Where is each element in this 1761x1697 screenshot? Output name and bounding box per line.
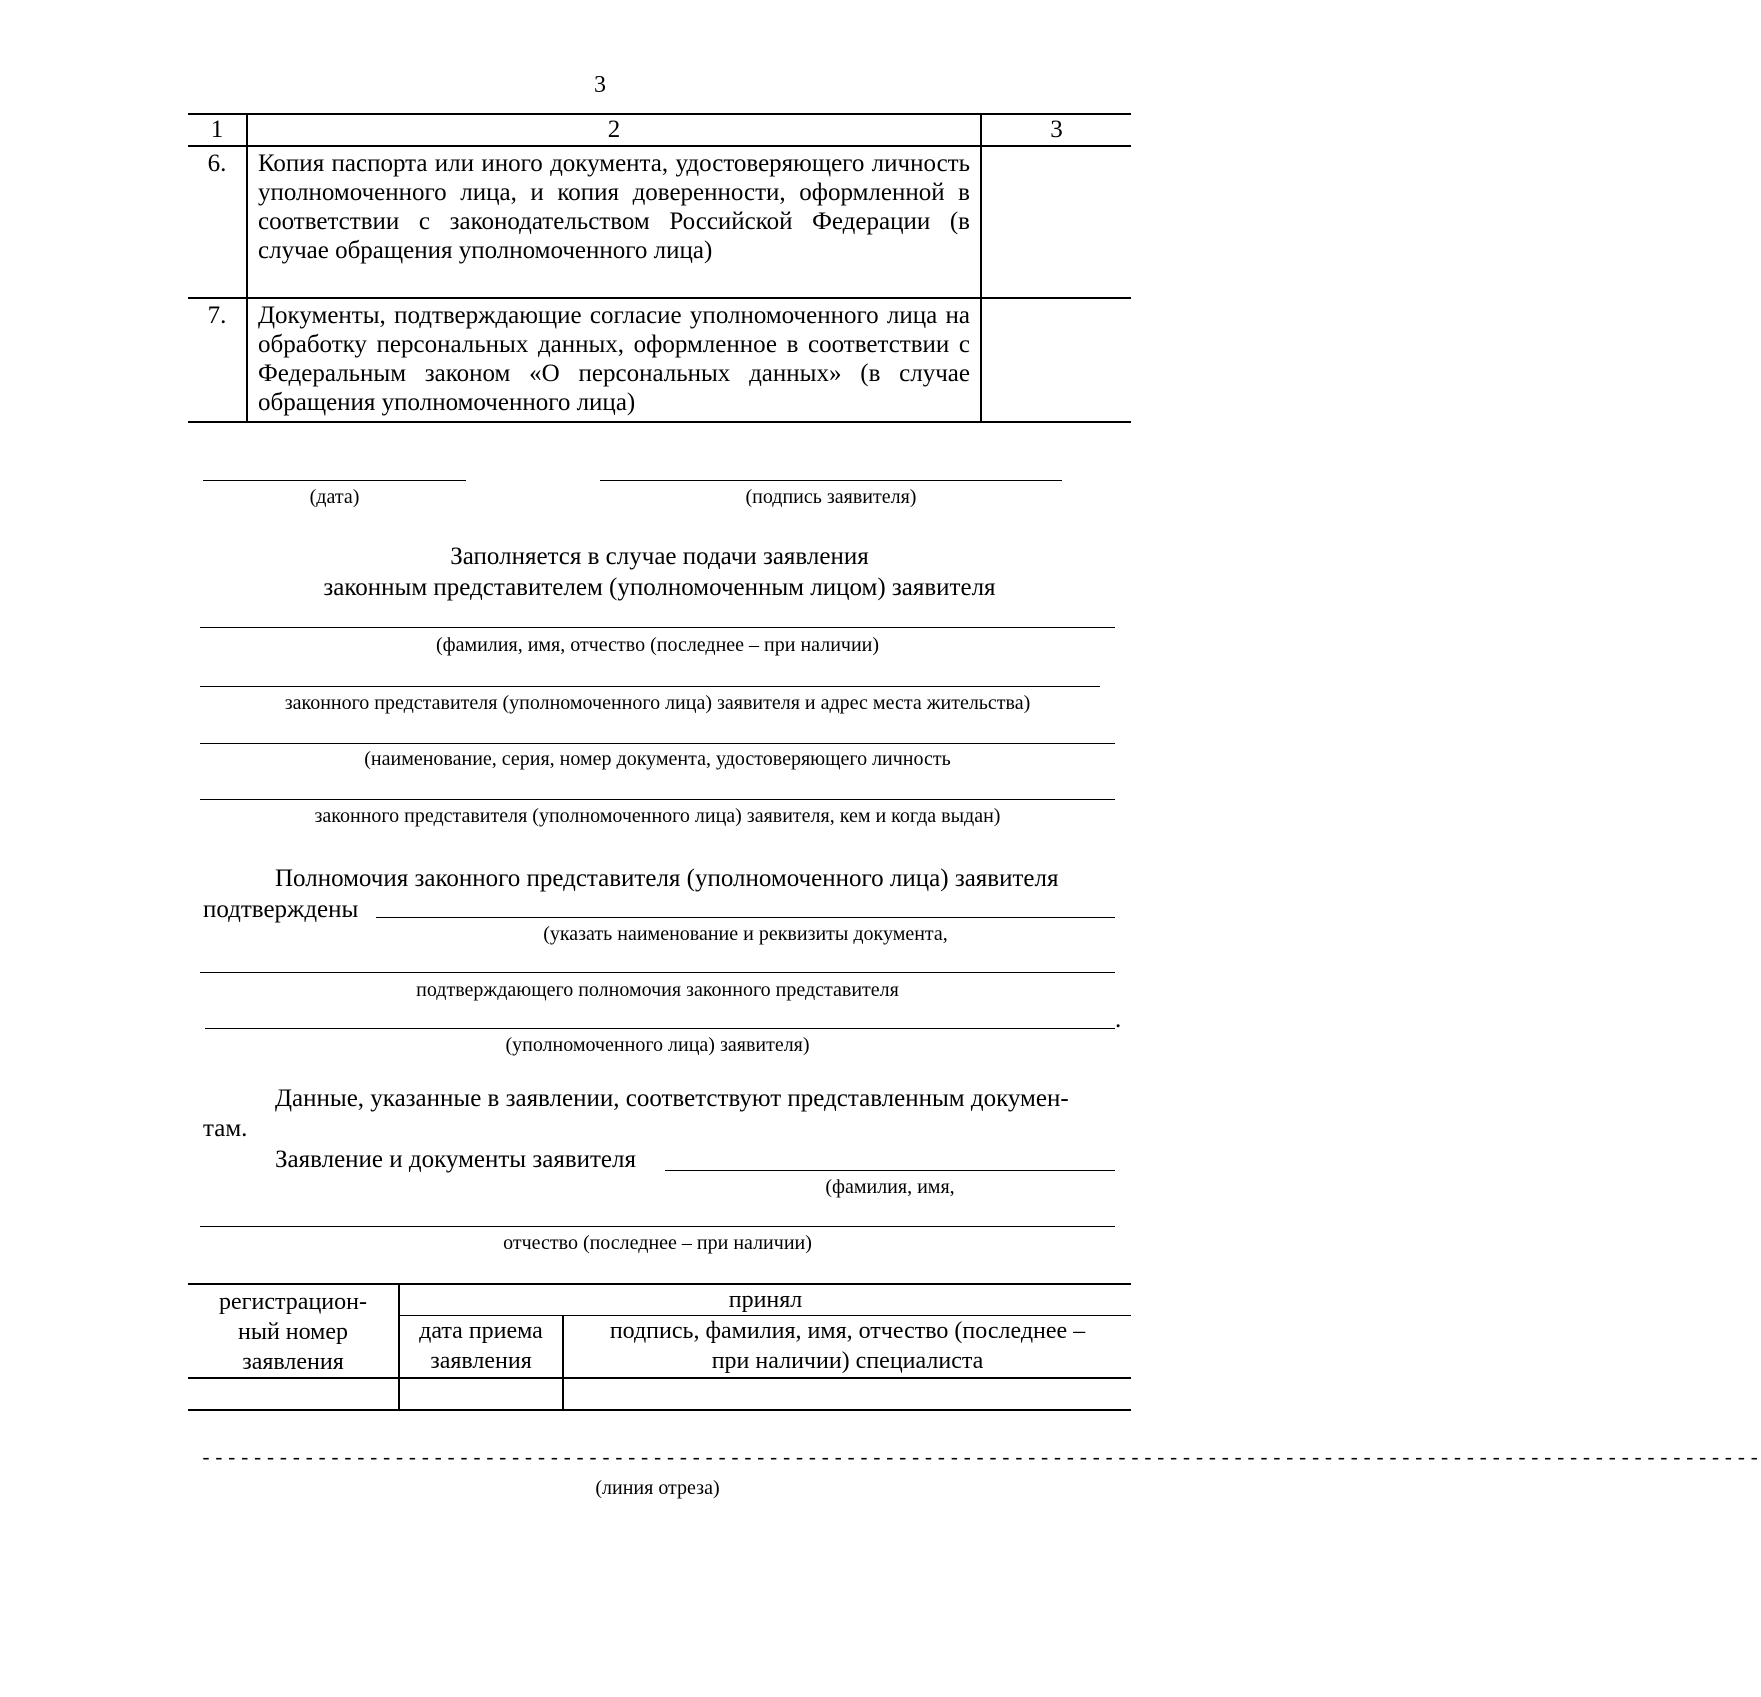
rep-name-line[interactable] [200, 627, 1115, 628]
page-number: 3 [594, 72, 606, 98]
authority-text-1: Полномочия законного представителя (уполномоченного лица) заявителя [275, 865, 1059, 892]
representative-heading-2: законным представителем (уполномоченным лицом) заявителя [323, 574, 996, 601]
representative-heading-1: Заполняется в случае подачи заявления [450, 543, 869, 570]
accept-text-1: Данные, указанные в заявлении, соответствуют представленным докумен- [275, 1085, 1069, 1112]
signature-caption: (подпись заявителя) [745, 486, 917, 508]
table-row [188, 146, 1131, 298]
authority-text-2: подтверждены [203, 896, 359, 923]
accept-docs-label: Заявление и документы заявителя [275, 1146, 636, 1173]
reg-number-header: регистрацион- ный номер заявления [188, 1284, 399, 1378]
table-row [188, 298, 1131, 422]
rep-document-line[interactable] [200, 743, 1115, 744]
date-caption: (дата) [309, 486, 360, 508]
rep-issued-caption: законного представителя (уполномоченного лица) заявителя, кем и когда выдан) [314, 805, 1001, 827]
specialist-header: подпись, фамилия, имя, отчество (последнее – при наличии) специалиста [563, 1316, 1131, 1378]
rep-address-caption: законного представителя (уполномоченного лица) заявителя и адрес места жительства) [284, 692, 1031, 714]
authority-caption-1: (указать наименование и реквизиты документа, [543, 923, 948, 945]
accept-date-header: дата приема заявления [399, 1316, 563, 1378]
specialist-cell[interactable] [563, 1378, 1131, 1410]
row-text: Документы, подтверждающие согласие уполномоченного лица на обработку персональных данных, оформленное в соответствии с Федеральным законом «О персональных данных» (в случае обращения уполномоченного лица) [247, 298, 981, 422]
cut-line-caption: (линия отреза) [595, 1477, 720, 1499]
authority-caption-3: (уполномоченного лица) заявителя) [505, 1034, 810, 1056]
authority-caption-2: подтверждающего полномочия законного представителя [416, 979, 899, 1001]
authority-doc-line-2[interactable] [200, 972, 1115, 973]
row-text: Копия паспорта или иного документа, удостоверяющего личность уполномоченного лица, и копия доверенности, оформленной в соответствии с законодательством Российской Федерации (в случае обращения уполномоченного лица) [247, 146, 981, 298]
row-col3 [981, 298, 1131, 422]
rep-issued-line[interactable] [200, 799, 1115, 800]
header-col-3: 3 [981, 114, 1131, 146]
header-col-2: 2 [247, 114, 981, 146]
accept-name-line-2[interactable] [200, 1226, 1115, 1227]
authority-doc-line[interactable] [376, 917, 1115, 918]
accept-caption-1: (фамилия, имя, [825, 1176, 955, 1198]
authority-end-dot: . [1115, 1006, 1122, 1033]
cut-line: ------------------------------------------------------------------------------------------------------------------------- [200, 1448, 1761, 1471]
row-number: 6. [188, 146, 247, 298]
accept-name-line[interactable] [665, 1170, 1115, 1171]
date-line[interactable] [203, 480, 466, 481]
accept-text-2: там. [203, 1115, 248, 1142]
signature-line[interactable] [600, 480, 1062, 481]
documents-table [188, 113, 1131, 423]
registration-table [188, 1283, 1131, 1411]
header-col-1: 1 [188, 114, 247, 146]
accept-date-cell[interactable] [399, 1378, 563, 1410]
accept-caption-2: отчество (последнее – при наличии) [503, 1232, 812, 1254]
accepted-header: принял [399, 1284, 1131, 1316]
rep-document-caption: (наименование, серия, номер документа, удостоверяющего личность [364, 748, 951, 770]
authority-doc-line-3[interactable] [205, 1028, 1115, 1029]
row-number: 7. [188, 298, 247, 422]
row-col3 [981, 146, 1131, 298]
reg-number-cell[interactable] [188, 1378, 399, 1410]
rep-name-caption: (фамилия, имя, отчество (последнее – при наличии) [435, 634, 880, 656]
rep-address-line[interactable] [200, 686, 1100, 687]
table-header-row [188, 114, 1131, 146]
